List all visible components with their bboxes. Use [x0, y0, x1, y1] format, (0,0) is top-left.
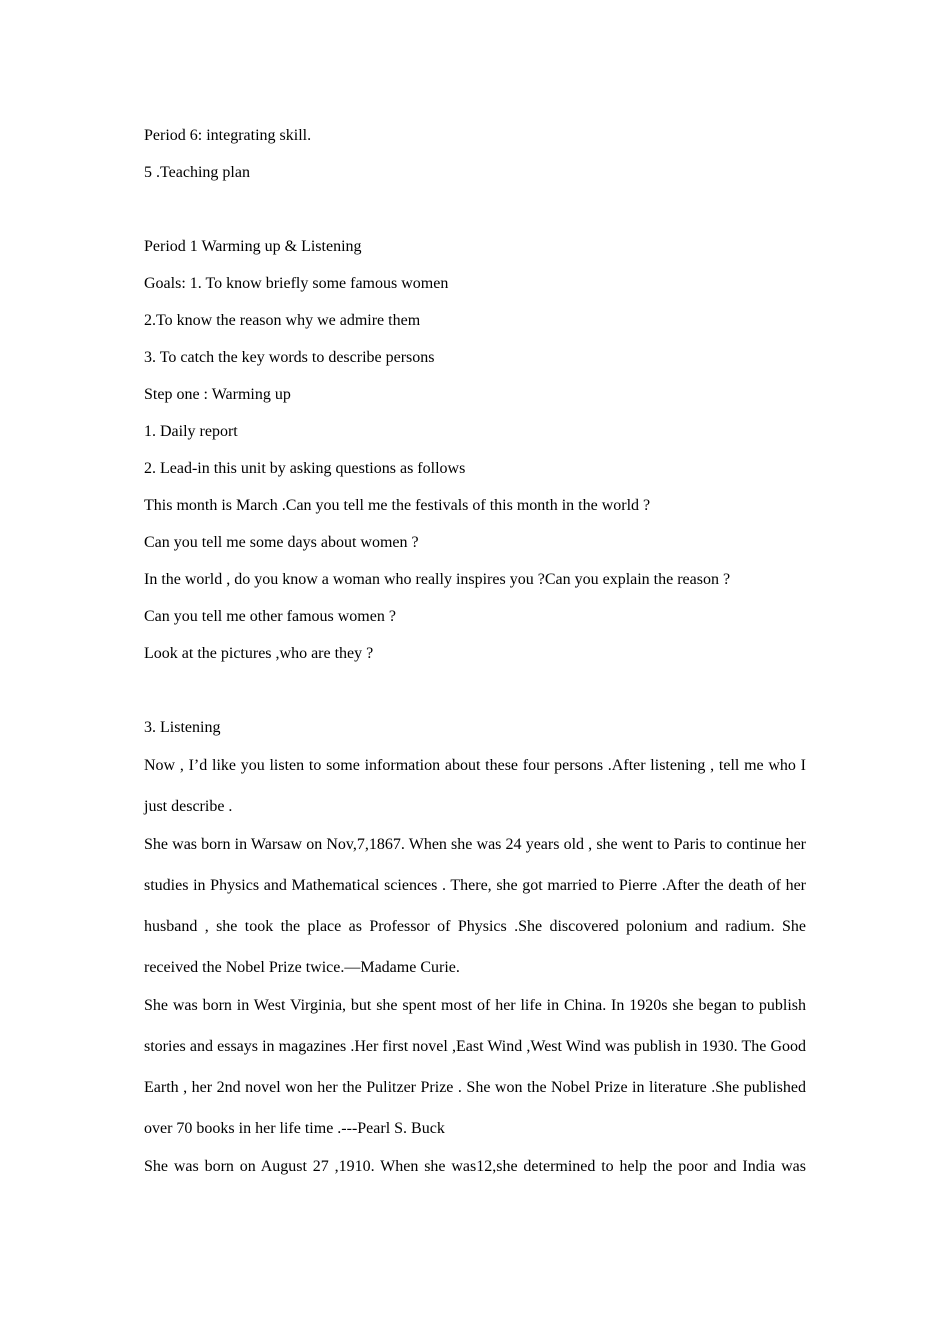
text-line: In the world , do you know a woman who really inspires you ?Can you explain the reason ?	[144, 571, 731, 588]
text-line: Goals: 1. To know briefly some famous women	[144, 275, 449, 292]
text-line: 3. To catch the key words to describe persons	[144, 349, 435, 366]
paragraph: She was born in West Virginia, but she spent most of her life in China. In 1920s she began to publish stories and essays in magazines .Her first novel ,East Wind ,West Wind was publish in 1930. The Good Earth , her 2nd novel won her the Pulitzer Prize . She won the Nobel Prize in literature .She published over 70 books in her life time .---Pearl S. Buck	[144, 997, 806, 1137]
paragraph: Now , I’d like you listen to some information about these four persons .After listening , tell me who I just describe .	[144, 757, 806, 815]
text-line: Can you tell me other famous women ?	[144, 608, 396, 625]
text-line: This month is March .Can you tell me the festivals of this month in the world ?	[144, 497, 651, 514]
text-line: Look at the pictures ,who are they ?	[144, 645, 374, 662]
text-line: Can you tell me some days about women ?	[144, 534, 419, 551]
blank-line	[144, 199, 806, 236]
text-line: Period 6: integrating skill.	[144, 127, 312, 144]
section-heading: Period 1 Warming up & Listening	[144, 238, 362, 255]
blank-line	[144, 680, 806, 717]
text-line: 5 .Teaching plan	[144, 164, 250, 181]
section-heading: 3. Listening	[144, 719, 221, 736]
paragraph: She was born on August 27 ,1910. When she was12,she determined to help the poor and India was	[144, 1158, 806, 1175]
text-line: 1. Daily report	[144, 423, 238, 440]
text-line: 2. Lead-in this unit by asking questions as follows	[144, 460, 466, 477]
document-body	[144, 125, 806, 1193]
text-line: Step one : Warming up	[144, 386, 291, 403]
text-line: 2.To know the reason why we admire them	[144, 312, 421, 329]
paragraph: She was born in Warsaw on Nov,7,1867. When she was 24 years old , she went to Paris to continue her studies in Physics and Mathematical sciences . There, she got married to Pierre .After the death of her husband , she took the place as Professor of Physics .She discovered polonium and radium. She received the Nobel Prize twice.—Madame Curie.	[144, 836, 806, 976]
